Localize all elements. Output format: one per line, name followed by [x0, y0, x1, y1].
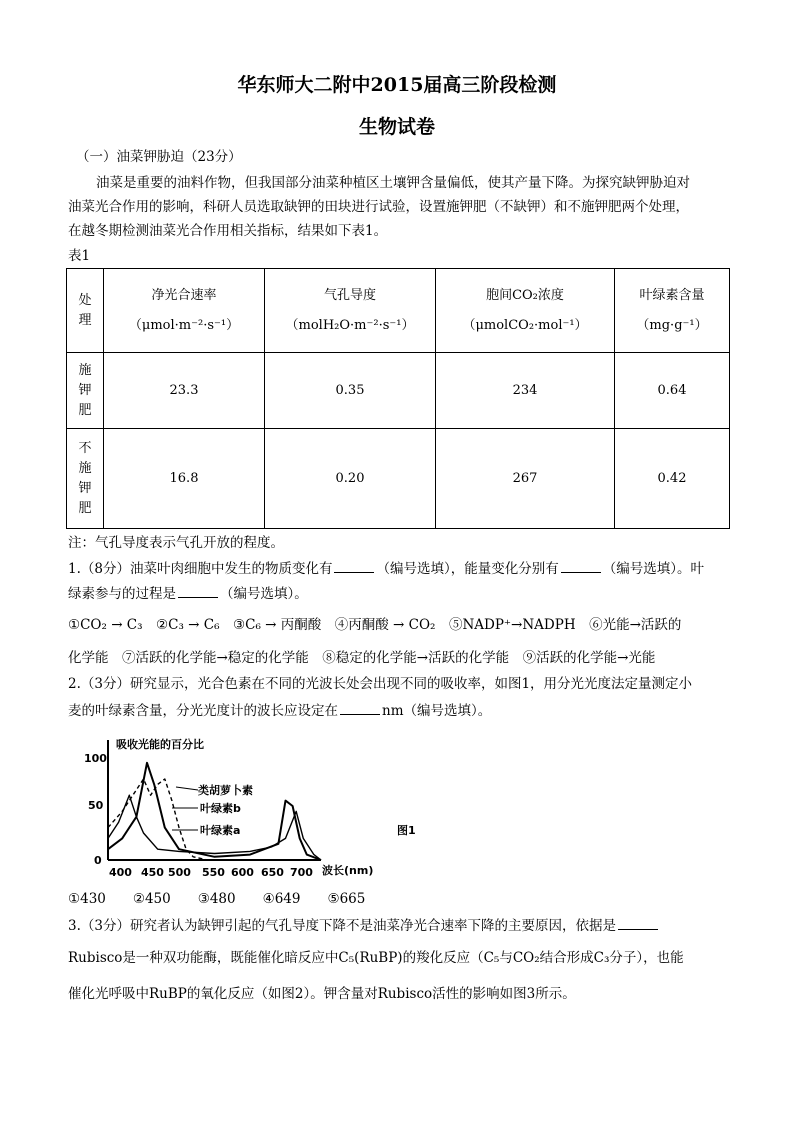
answer-blank[interactable]: [561, 558, 601, 573]
table-cell: 23.3: [104, 353, 265, 429]
answer-blank[interactable]: [334, 558, 374, 573]
table-note: 注：气孔导度表示气孔开放的程度。: [68, 535, 284, 551]
page-subtitle: 生物试卷: [358, 116, 435, 138]
y-tick-label: 50: [88, 799, 104, 812]
header-stomatal-conductance: 气孔导度 （molH₂O·m⁻²·s⁻¹）: [265, 269, 436, 353]
question-3-line-3: 催化光呼吸中RuBP的氧化反应（如图2）。钾含量对Rubisco活性的影响如图3所示。: [68, 986, 576, 1002]
question-2-line-1: 2.（3分）研究显示，光合色素在不同的光波长处会出现不同的吸收率，如图1，用分光光度法定量测定小: [68, 676, 693, 692]
question-1-line-2: 绿素参与的过程是 （编号选填）。: [68, 583, 308, 604]
x-tick-label: 500: [168, 866, 191, 879]
series-label: 叶绿素a: [200, 824, 241, 837]
question-2-line-2: 麦的叶绿素含量，分光光度计的波长应设定在 nm（编号选填）。: [68, 700, 491, 721]
intro-line-3: 在越冬期检测油菜光合作用相关指标，结果如下表1。: [68, 223, 388, 239]
data-table: [66, 268, 730, 529]
question-1-options-2: 化学能 ⑦活跃的化学能→稳定的化学能 ⑧稳定的化学能→活跃的化学能 ⑨活跃的化学能→光能: [68, 650, 656, 666]
table-cell: 16.8: [104, 429, 265, 529]
x-tick-label: 450: [141, 866, 164, 879]
answer-blank[interactable]: [618, 915, 658, 930]
series-label: 叶绿素b: [200, 802, 241, 815]
figure-caption: 图1: [397, 824, 416, 837]
question-3-line-1: 3.（3分）研究者认为缺钾引起的气孔导度下降不是油菜净光合速率下降的主要原因，依据是: [68, 915, 660, 936]
x-tick-label: 700: [290, 866, 313, 879]
header-intercellular-co2: 胞间CO₂浓度 （μmolCO₂·mol⁻¹）: [436, 269, 615, 353]
x-tick-label: 600: [231, 866, 254, 879]
question-2-options: ①430 ②450 ③480 ④649 ⑤665: [68, 891, 366, 907]
intro-line-2: 油菜光合作用的影响，科研人员选取缺钾的田块进行试验，设置施钾肥（不缺钾）和不施钾肥两个处理，: [68, 199, 689, 215]
table-label: 表1: [68, 248, 91, 264]
table-row: [67, 353, 730, 429]
x-tick-label: 550: [202, 866, 225, 879]
question-1-options-1: ①CO₂ → C₃ ②C₃ → C₆ ③C₆ → 丙酮酸 ④丙酮酸 → CO₂ ⑤NADP⁺→NADPH ⑥光能→活跃的: [68, 617, 682, 633]
figure-1-chart: [76, 730, 456, 880]
question-3-line-2: Rubisco是一种双功能酶，既能催化暗反应中C₅(RuBP)的羧化反应（C₅与CO₂结合形成C₃分子），也能: [68, 950, 684, 966]
x-tick-label: 650: [261, 866, 284, 879]
table-cell: 234: [436, 353, 615, 429]
chart-ylabel: 吸收光能的百分比: [116, 738, 204, 751]
series-line: [108, 779, 207, 860]
chart-xlabel: 波长(nm): [322, 864, 374, 877]
y-tick-label: 100: [84, 752, 107, 765]
series-label: 类胡萝卜素: [198, 784, 253, 797]
section-heading: （一）油菜钾胁迫（23分）: [76, 149, 242, 165]
table-cell: 0.42: [615, 429, 730, 529]
page-title: 华东师大二附中2015届高三阶段检测: [237, 74, 557, 96]
x-tick-label: 400: [109, 866, 132, 879]
question-1-line-1: 1.（8分）油菜叶肉细胞中发生的物质变化有 （编号选填），能量变化分别有 （编号选填）。叶: [68, 558, 704, 579]
intro-line-1: 油菜是重要的油料作物，但我国部分油菜种植区土壤钾含量偏低，使其产量下降。为探究缺钾胁迫对: [96, 175, 690, 191]
table-cell: 0.64: [615, 353, 730, 429]
answer-blank[interactable]: [178, 583, 218, 598]
y-tick-label: 0: [94, 854, 102, 867]
table-cell: 0.35: [265, 353, 436, 429]
row-label-with-potash: 施 钾 肥: [67, 353, 104, 429]
row-label-without-potash: 不 施 钾 肥: [67, 429, 104, 529]
table-cell: 0.20: [265, 429, 436, 529]
answer-blank[interactable]: [340, 700, 380, 715]
table-row: [67, 429, 730, 529]
header-chlorophyll: 叶绿素含量 （mg·g⁻¹）: [615, 269, 730, 353]
leader-line: [176, 787, 198, 790]
header-treatment: 处 理: [67, 269, 104, 353]
table-header-row: [67, 269, 730, 353]
table-cell: 267: [436, 429, 615, 529]
header-net-photosynthesis: 净光合速率 （μmol·m⁻²·s⁻¹）: [104, 269, 265, 353]
